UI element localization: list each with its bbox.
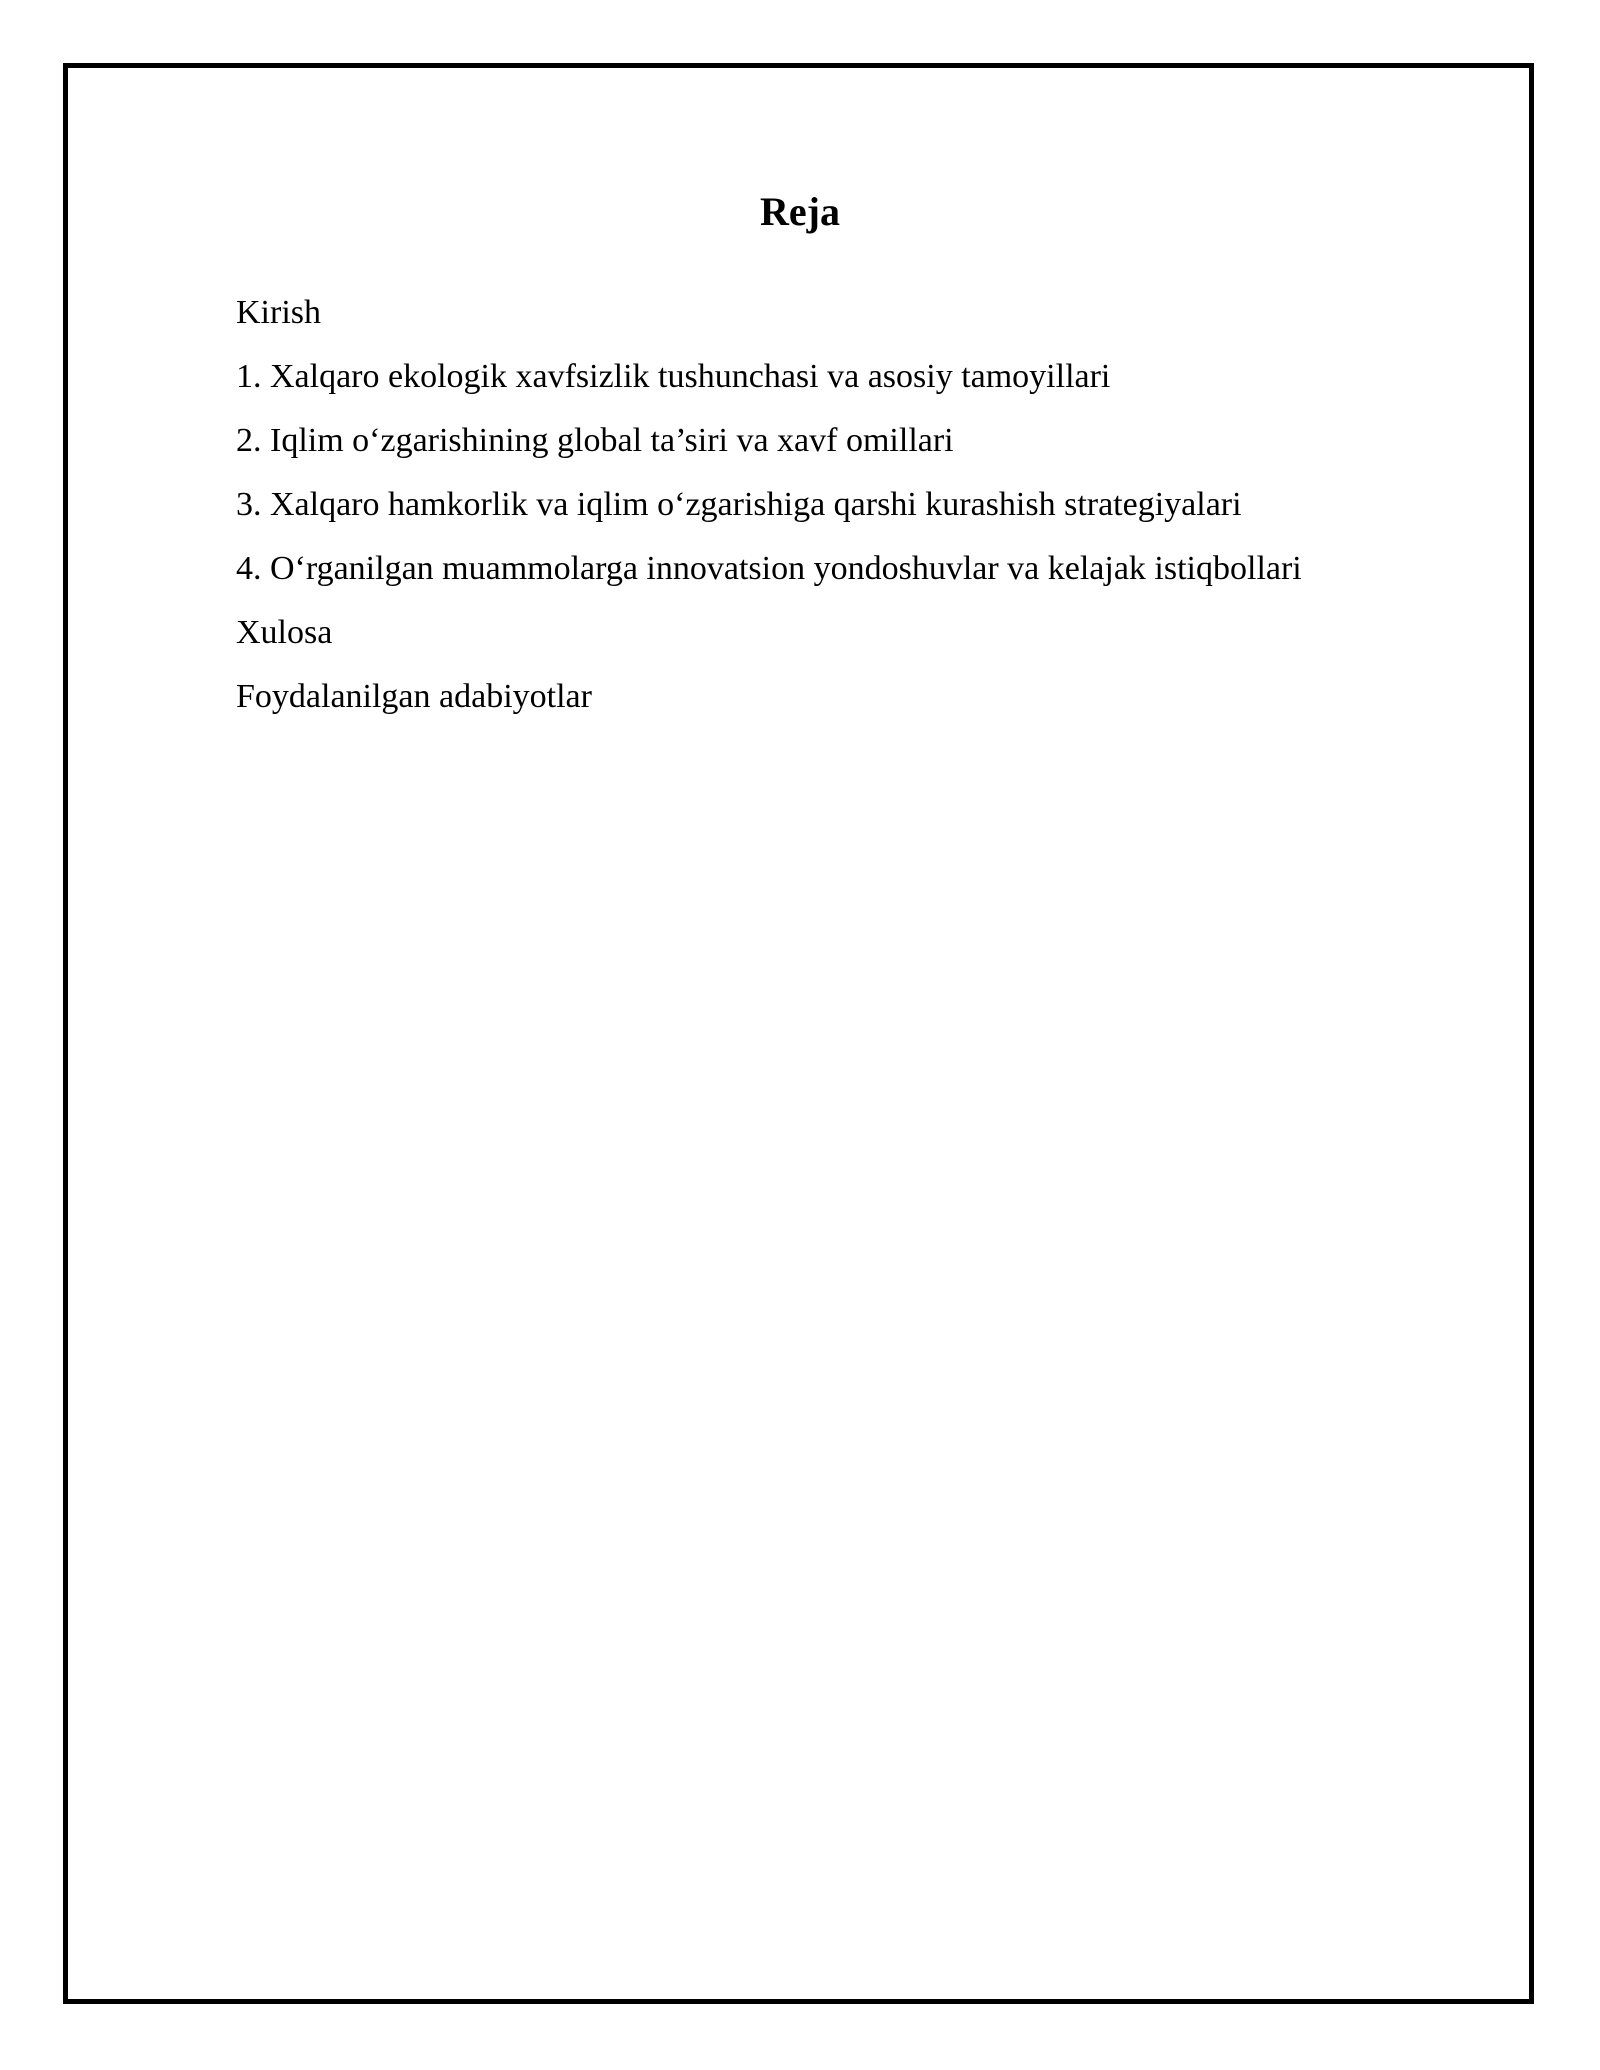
plan-item-3: 3. Xalqaro hamkorlik va iqlim o‘zgarishiga qarshi kurashish strategiyalari [236, 486, 1242, 523]
plan-item-1: 1. Xalqaro ekologik xavfsizlik tushunchasi va asosiy tamoyillari [236, 358, 1111, 395]
plan-item-2: 2. Iqlim o‘zgarishining global ta’siri va xavf omillari [236, 422, 954, 459]
plan-item-conclusion: Xulosa [236, 614, 333, 651]
plan-item-4: 4. O‘rganilgan muammolarga innovatsion yondoshuvlar va kelajak istiqbollari [236, 550, 1302, 587]
plan-item-introduction: Kirish [236, 294, 321, 331]
plan-list [236, 290, 1356, 738]
page-title: Reja [760, 189, 840, 234]
plan-item-references: Foydalanilgan adabiyotlar [236, 678, 592, 715]
